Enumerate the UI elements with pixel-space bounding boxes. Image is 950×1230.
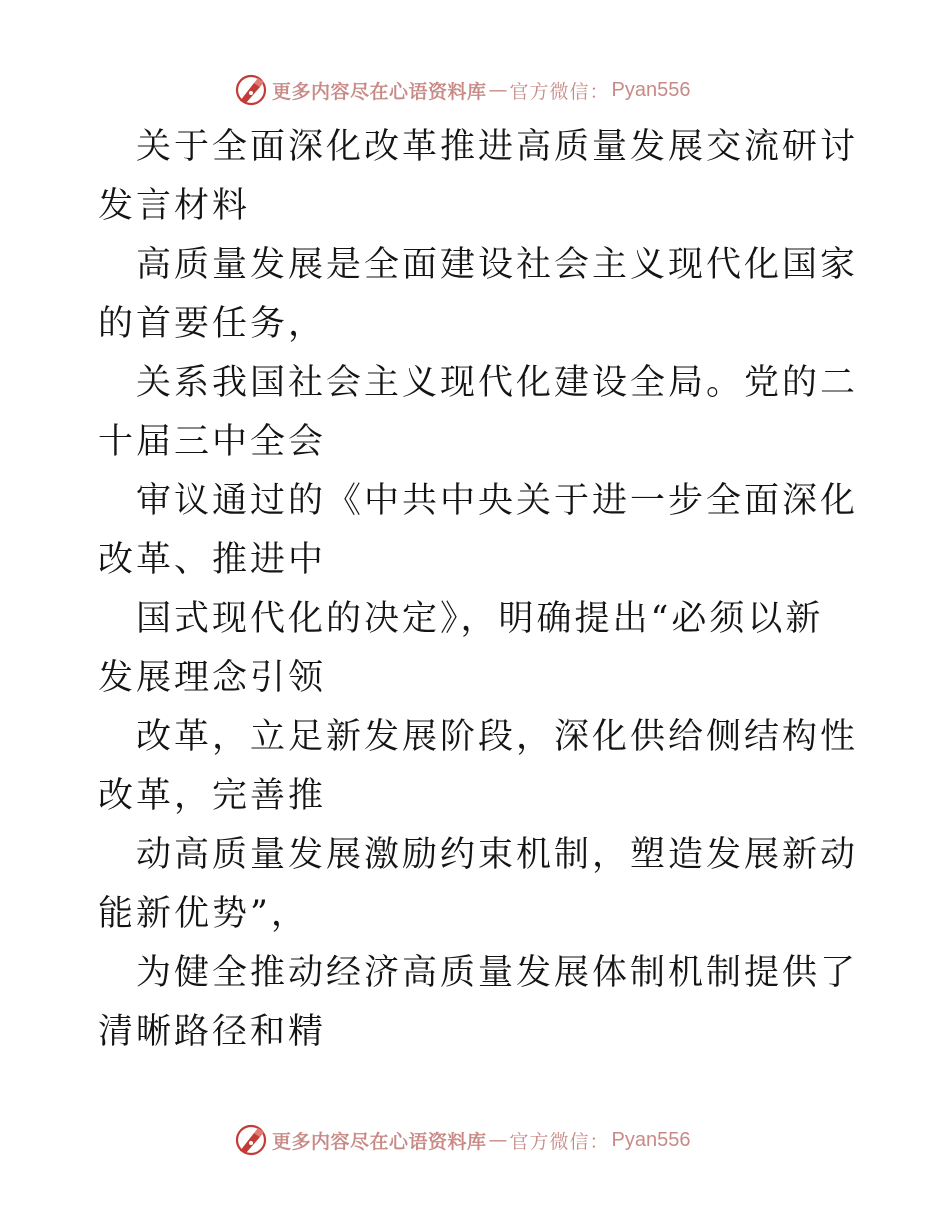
banner-brand-text: 更多内容尽在心语资料库 <box>272 80 487 103</box>
pen-nib-logo-icon <box>234 1123 268 1157</box>
paragraph-title: 关于全面深化改革推进高质量发展交流研讨发言材料 <box>98 127 859 226</box>
header-banner <box>234 72 734 108</box>
banner-official-label: 官方微信： <box>509 1130 610 1153</box>
banner-wechat-id: Pyan556 <box>611 1128 691 1151</box>
paragraph: 改革，立足新发展阶段，深化供给侧结构性改革，完善推 <box>98 717 859 816</box>
paragraph: 关系我国社会主义现代化建设全局。党的二十届三中全会 <box>98 363 859 462</box>
pen-nib-logo-icon <box>234 73 268 107</box>
paragraph: 审议通过的《中共中央关于进一步全面深化改革、推进中 <box>98 481 859 580</box>
paragraph: 动高质量发展激励约束机制，塑造发展新动能新优势”， <box>98 835 859 934</box>
paragraph: 国式现代化的决定》，明确提出“必须以新发展理念引领 <box>98 599 824 698</box>
banner-wechat-id: Pyan556 <box>611 78 691 101</box>
footer-banner <box>234 1122 734 1158</box>
paragraph: 为健全推动经济高质量发展体制机制提供了清晰路径和精 <box>98 953 859 1052</box>
banner-dash: — <box>488 1129 508 1151</box>
document-body <box>98 118 858 1062</box>
banner-dash: — <box>488 79 508 101</box>
banner-official-label: 官方微信： <box>509 80 610 103</box>
paragraph: 高质量发展是全面建设社会主义现代化国家的首要任务， <box>98 245 859 344</box>
banner-brand-text: 更多内容尽在心语资料库 <box>272 1130 487 1153</box>
